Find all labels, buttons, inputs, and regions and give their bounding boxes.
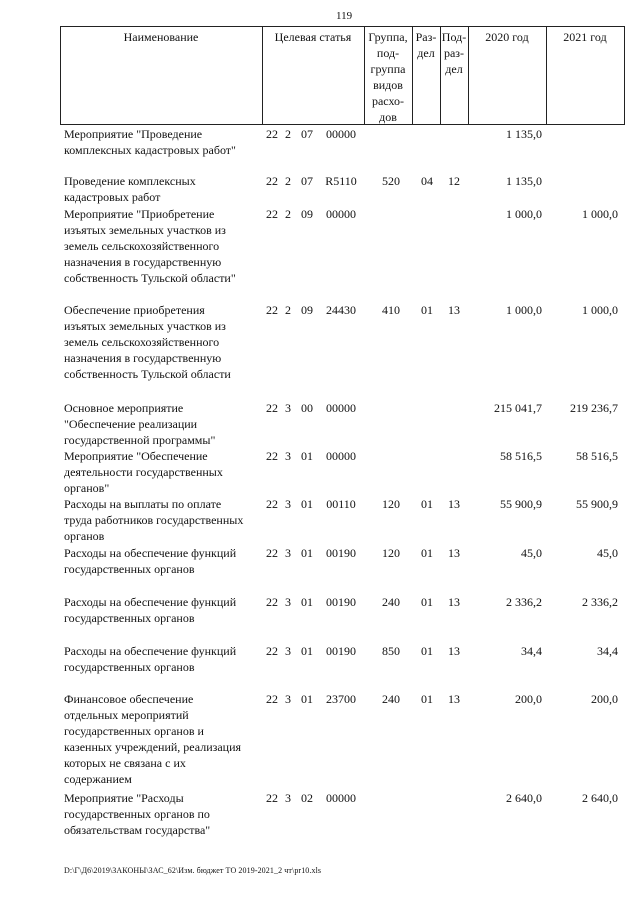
code-part-3: 02	[301, 791, 313, 805]
code-part-2: 3	[285, 595, 291, 609]
code-part-4: R5110	[325, 174, 357, 188]
amount-2020: 1 000,0	[506, 207, 542, 221]
amount-2021: 45,0	[597, 546, 618, 560]
row-name	[64, 302, 262, 382]
amount-2021: 1 000,0	[582, 207, 618, 221]
row-name	[64, 691, 262, 787]
code-part-4: 00000	[326, 791, 356, 805]
code-part-2: 2	[285, 207, 291, 221]
row-name-line: Основное мероприятие	[64, 401, 184, 415]
row-name-line: Мероприятие "Обеспечение	[64, 449, 208, 463]
row-name-line: Мероприятие "Расходы	[64, 791, 184, 805]
code-part-2: 3	[285, 791, 291, 805]
row-name-line: обязательствам государства"	[64, 823, 211, 837]
row-name-line: собственность Тульской области"	[64, 271, 236, 285]
header-group: Группа, под- группа видов расхо- дов	[368, 30, 408, 124]
code-part-3: 01	[301, 449, 313, 463]
amount-2020: 200,0	[515, 692, 542, 706]
code-part-4: 00190	[326, 644, 356, 658]
expense-group: 240	[382, 692, 400, 706]
row-name	[64, 594, 262, 626]
row-name-line: содержанием	[64, 772, 132, 786]
code-part-3: 07	[301, 174, 313, 188]
row-name-line: государственных органов по	[64, 807, 210, 821]
row-name-line: труда работников государственных	[64, 513, 244, 527]
code-part-1: 22	[266, 207, 278, 221]
amount-2020: 2 640,0	[506, 791, 542, 805]
code-part-1: 22	[266, 497, 278, 511]
row-name-line: Мероприятие "Проведение	[64, 127, 203, 141]
code-part-4: 00000	[326, 207, 356, 221]
row-name	[64, 126, 262, 158]
code-part-3: 09	[301, 207, 313, 221]
amount-2020: 1 135,0	[506, 174, 542, 188]
code-part-3: 07	[301, 127, 313, 141]
row-name-line: государственных органов	[64, 611, 195, 625]
subsection: 13	[448, 303, 460, 317]
code-part-2: 2	[285, 303, 291, 317]
row-name	[64, 173, 262, 205]
code-part-2: 3	[285, 644, 291, 658]
code-part-2: 3	[285, 497, 291, 511]
expense-group: 120	[382, 497, 400, 511]
section: 01	[421, 303, 433, 317]
code-part-1: 22	[266, 791, 278, 805]
code-part-3: 01	[301, 497, 313, 511]
section: 04	[421, 174, 433, 188]
subsection: 13	[448, 546, 460, 560]
amount-2021: 2 640,0	[582, 791, 618, 805]
code-part-1: 22	[266, 174, 278, 188]
row-name-line: органов	[64, 529, 105, 543]
code-part-2: 3	[285, 449, 291, 463]
row-name	[64, 400, 262, 448]
row-name-line: деятельности государственных	[64, 465, 223, 479]
code-part-3: 01	[301, 595, 313, 609]
row-name	[64, 790, 262, 838]
row-name-line: назначения в государственную	[64, 351, 222, 365]
code-part-3: 01	[301, 546, 313, 560]
amount-2020: 34,4	[521, 644, 542, 658]
row-name	[64, 643, 262, 675]
row-name-line: Обеспечение приобретения	[64, 303, 205, 317]
row-name-line: государственной программы"	[64, 433, 216, 447]
row-name-line: государственных органов и	[64, 724, 204, 738]
footer-file-path: D:\Г\Д6\2019\ЗАКОНЫ\ЗАС_62\Изм. бюджет ТО 2019-2021_2 чт\pr10.xls	[64, 866, 322, 875]
row-name-line: Проведение комплексных	[64, 174, 196, 188]
header-section: Раз- дел	[415, 30, 437, 60]
row-name-line: Расходы на обеспечение функций	[64, 546, 237, 560]
amount-2021: 1 000,0	[582, 303, 618, 317]
code-part-1: 22	[266, 595, 278, 609]
code-part-4: 00190	[326, 546, 356, 560]
code-part-4: 00000	[326, 401, 356, 415]
header-bottom-border	[60, 124, 625, 125]
subsection: 13	[448, 692, 460, 706]
row-name-line: государственных органов	[64, 660, 195, 674]
code-part-4: 00000	[326, 449, 356, 463]
row-name-line: кадастровых работ	[64, 190, 161, 204]
row-name-line: земель сельскохозяйственного	[64, 239, 220, 253]
amount-2021: 55 900,9	[576, 497, 618, 511]
expense-group: 850	[382, 644, 400, 658]
amount-2020: 215 041,7	[494, 401, 542, 415]
row-name-line: Финансовое обеспечение	[64, 692, 194, 706]
row-name-line: Мероприятие "Приобретение	[64, 207, 215, 221]
code-part-3: 00	[301, 401, 313, 415]
row-name-line: Расходы на выплаты по оплате	[64, 497, 222, 511]
row-name-line: Расходы на обеспечение функций	[64, 644, 237, 658]
header-divider	[624, 26, 625, 125]
amount-2020: 1 000,0	[506, 303, 542, 317]
code-part-2: 3	[285, 546, 291, 560]
row-name-line: собственность Тульской области	[64, 367, 231, 381]
row-name	[64, 545, 262, 577]
row-name-line: отдельных мероприятий	[64, 708, 189, 722]
amount-2021: 200,0	[591, 692, 618, 706]
row-name-line: изъятых земельных участков из	[64, 223, 226, 237]
header-year-2020: 2020 год	[485, 30, 529, 44]
code-part-3: 01	[301, 692, 313, 706]
row-name-line: назначения в государственную	[64, 255, 222, 269]
code-part-1: 22	[266, 303, 278, 317]
code-part-2: 3	[285, 401, 291, 415]
expense-group: 410	[382, 303, 400, 317]
code-part-3: 01	[301, 644, 313, 658]
row-name	[64, 496, 262, 544]
code-part-2: 2	[285, 174, 291, 188]
row-name-line: земель сельскохозяйственного	[64, 335, 220, 349]
code-part-1: 22	[266, 692, 278, 706]
row-name-line: "Обеспечение реализации	[64, 417, 198, 431]
amount-2020: 55 900,9	[500, 497, 542, 511]
row-name-line: которых не связана с их	[64, 756, 186, 770]
amount-2020: 2 336,2	[506, 595, 542, 609]
section: 01	[421, 692, 433, 706]
code-part-1: 22	[266, 401, 278, 415]
row-name-line: Расходы на обеспечение функций	[64, 595, 237, 609]
section: 01	[421, 644, 433, 658]
section: 01	[421, 497, 433, 511]
row-name-line: комплексных кадастровых работ"	[64, 143, 236, 157]
code-part-3: 09	[301, 303, 313, 317]
subsection: 13	[448, 497, 460, 511]
code-part-1: 22	[266, 127, 278, 141]
amount-2020: 1 135,0	[506, 127, 542, 141]
code-part-4: 00110	[326, 497, 356, 511]
row-name-line: изъятых земельных участков из	[64, 319, 226, 333]
subsection: 12	[448, 174, 460, 188]
row-name	[64, 206, 262, 286]
section: 01	[421, 595, 433, 609]
code-part-4: 00190	[326, 595, 356, 609]
expense-group: 520	[382, 174, 400, 188]
row-name-line: государственных органов	[64, 562, 195, 576]
code-part-2: 3	[285, 692, 291, 706]
subsection: 13	[448, 644, 460, 658]
code-part-4: 23700	[326, 692, 356, 706]
amount-2021: 34,4	[597, 644, 618, 658]
page-number: 119	[336, 10, 353, 22]
row-name-line: органов"	[64, 481, 110, 495]
header-target-article: Целевая статья	[274, 30, 352, 44]
code-part-1: 22	[266, 644, 278, 658]
amount-2021: 2 336,2	[582, 595, 618, 609]
code-part-4: 24430	[326, 303, 356, 317]
row-name	[64, 448, 262, 496]
expense-group: 240	[382, 595, 400, 609]
header-top-border	[60, 26, 625, 27]
code-part-2: 2	[285, 127, 291, 141]
amount-2021: 58 516,5	[576, 449, 618, 463]
code-part-1: 22	[266, 449, 278, 463]
expense-group: 120	[382, 546, 400, 560]
header-year-2021: 2021 год	[563, 30, 607, 44]
code-part-1: 22	[266, 546, 278, 560]
amount-2021: 219 236,7	[570, 401, 618, 415]
code-part-4: 00000	[326, 127, 356, 141]
subsection: 13	[448, 595, 460, 609]
row-name-line: казенных учреждений, реализация	[64, 740, 242, 754]
header-subsection: Под- раз- дел	[441, 30, 467, 76]
header-name: Наименование	[123, 30, 199, 44]
amount-2020: 45,0	[521, 546, 542, 560]
section: 01	[421, 546, 433, 560]
amount-2020: 58 516,5	[500, 449, 542, 463]
